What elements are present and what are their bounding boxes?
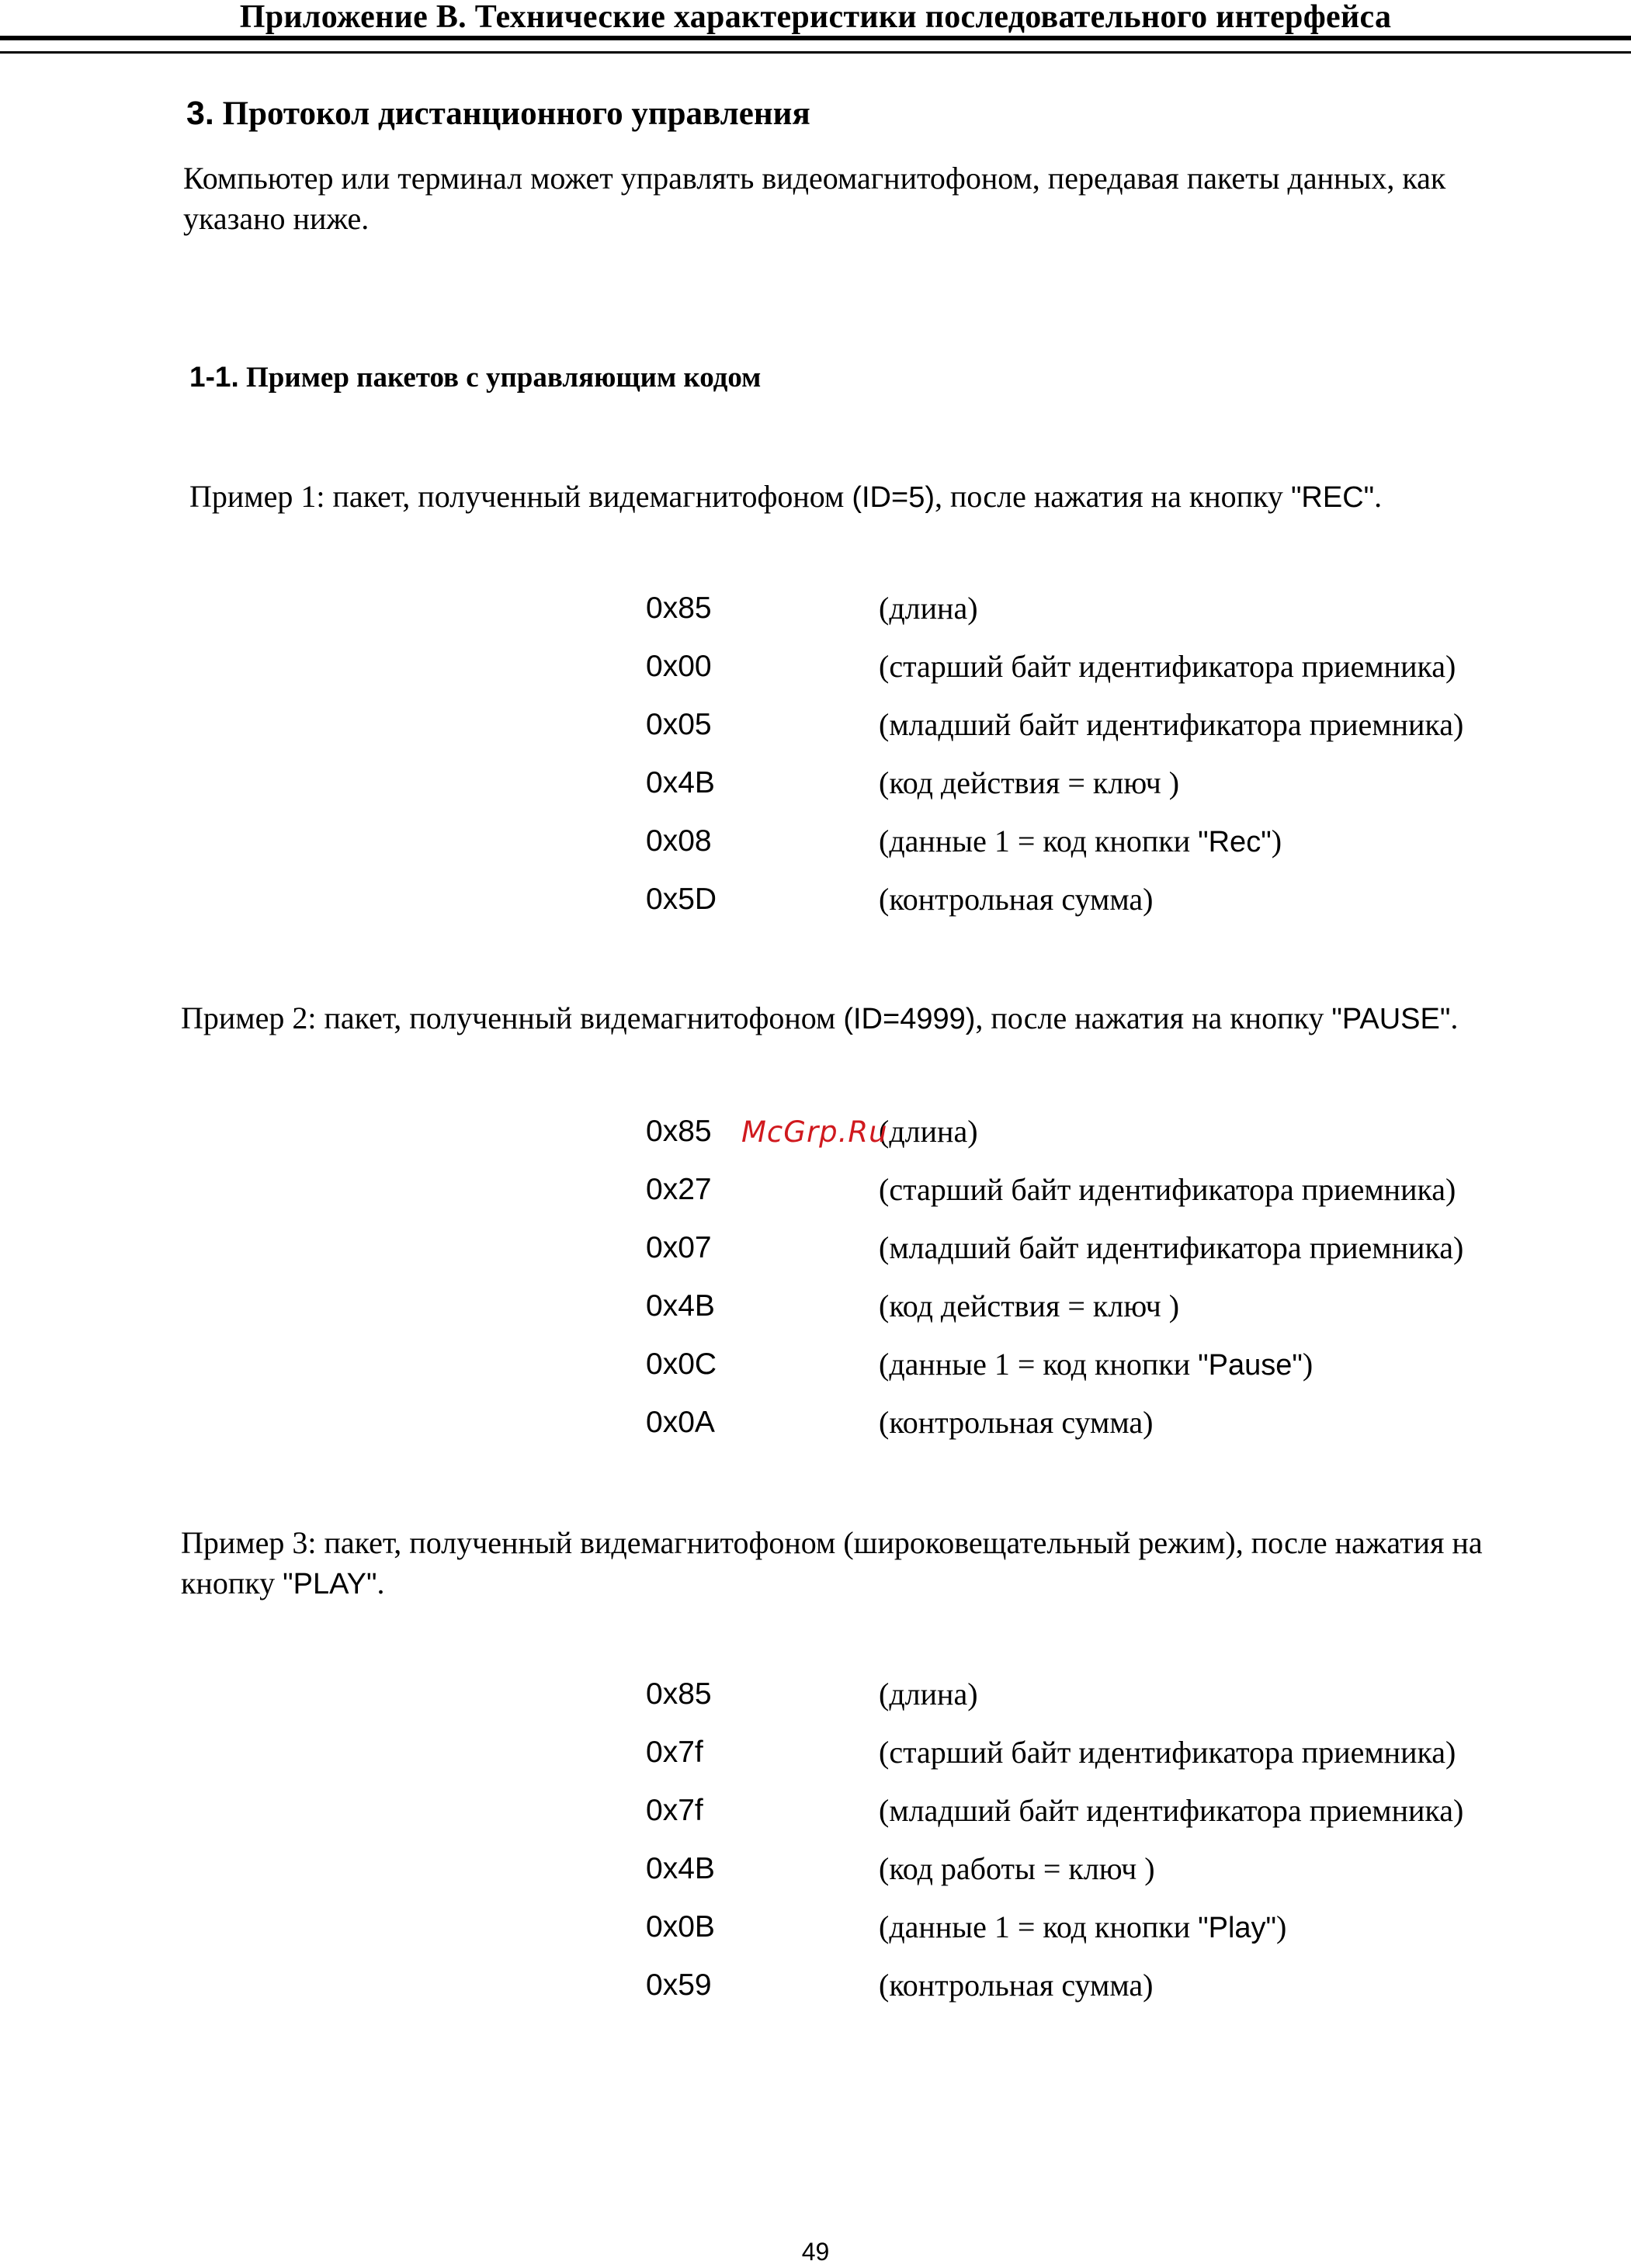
byte-description: (данные 1 = код кнопки "Play") — [879, 1909, 1287, 1944]
byte-description: (старший байт идентификатора приемника) — [879, 1735, 1456, 1770]
byte-code: 0x7f — [646, 1736, 703, 1769]
packet-row — [646, 647, 1577, 705]
byte-description: (данные 1 = код кнопки "Pause") — [879, 1347, 1313, 1382]
byte-description: (старший байт идентификатора приемника) — [879, 649, 1456, 684]
packet-row — [646, 1228, 1577, 1286]
subsection-title — [189, 361, 761, 394]
packet-row — [646, 1674, 1577, 1732]
example-2-caption: Пример 2: пакет, полученный видемагнитофоном (ID=4999), после нажатия на кнопку "PAUSE". — [181, 1000, 1459, 1035]
packet-row — [646, 1170, 1577, 1228]
section-intro: Компьютер или терминал может управлять видеомагнитофоном, передавая пакеты данных, как указано ниже. — [183, 161, 1446, 236]
byte-description: (данные 1 = код кнопки "Rec") — [879, 824, 1282, 858]
packet-row — [646, 1344, 1577, 1403]
byte-description: (старший байт идентификатора приемника) — [879, 1172, 1456, 1207]
section-title-text: Протокол дистанционного управления — [222, 95, 810, 132]
header-rule-thick — [0, 36, 1631, 40]
byte-description: (длина) — [879, 591, 978, 626]
byte-code: 0x7f — [646, 1794, 703, 1827]
byte-description: (контрольная сумма) — [879, 1968, 1154, 2003]
byte-code: 0x0A — [646, 1406, 715, 1439]
byte-code: 0x85 — [646, 1677, 712, 1711]
section-title — [186, 95, 810, 133]
byte-code: 0x85 — [646, 1115, 712, 1148]
packet-row — [646, 1732, 1577, 1791]
byte-description: (контрольная сумма) — [879, 1405, 1154, 1440]
example-2-packet — [646, 1111, 1577, 1461]
packet-row — [646, 763, 1577, 821]
byte-code: 0x4B — [646, 1852, 715, 1885]
packet-row — [646, 879, 1577, 938]
packet-row — [646, 1403, 1577, 1461]
packet-row — [646, 821, 1577, 879]
byte-description: (код работы = ключ ) — [879, 1851, 1155, 1886]
byte-code: 0x08 — [646, 824, 712, 858]
example-3-packet — [646, 1674, 1577, 2024]
watermark: McGrp.Ru — [741, 1115, 888, 1149]
byte-code: 0x05 — [646, 708, 712, 741]
byte-code: 0x4B — [646, 766, 715, 799]
header-rule-thin — [0, 51, 1631, 54]
byte-description: (младший байт идентификатора приемника) — [879, 707, 1464, 742]
byte-description: (длина) — [879, 1114, 978, 1149]
byte-code: 0x0C — [646, 1347, 717, 1381]
byte-code: 0x4B — [646, 1289, 715, 1323]
byte-description: (контрольная сумма) — [879, 882, 1154, 917]
example-3-caption: Пример 3: пакет, полученный видемагнитофоном (широковещательный режим), после нажатия на кнопку "PLAY". — [181, 1525, 1483, 1600]
packet-row — [646, 1791, 1577, 1849]
page-header: Приложение В. Технические характеристики последовательного интерфейса — [239, 0, 1392, 35]
example-1-packet — [646, 588, 1577, 938]
byte-code: 0x27 — [646, 1173, 712, 1206]
byte-code: 0x59 — [646, 1968, 712, 2002]
byte-code: 0x85 — [646, 591, 712, 625]
packet-row — [646, 705, 1577, 763]
page-number: 49 — [801, 2238, 830, 2266]
subsection-title-text: Пример пакетов с управляющим кодом — [246, 362, 762, 394]
byte-description: (младший байт идентификатора приемника) — [879, 1230, 1464, 1265]
packet-row — [646, 1907, 1577, 1965]
byte-code: 0x00 — [646, 650, 712, 683]
byte-code: 0x5D — [646, 883, 717, 916]
byte-code: 0x0B — [646, 1910, 715, 1944]
subsection-number: 1-1. — [189, 361, 239, 393]
byte-description: (код действия = ключ ) — [879, 1288, 1180, 1323]
section-number: 3. — [186, 95, 214, 132]
byte-description: (код действия = ключ ) — [879, 765, 1180, 800]
byte-description: (младший байт идентификатора приемника) — [879, 1793, 1464, 1828]
byte-code: 0x07 — [646, 1231, 712, 1264]
byte-description: (длина) — [879, 1677, 978, 1711]
packet-row — [646, 1286, 1577, 1344]
packet-row — [646, 588, 1577, 647]
packet-row — [646, 1849, 1577, 1907]
example-1-caption: Пример 1: пакет, полученный видемагнитофоном (ID=5), после нажатия на кнопку "REC". — [189, 479, 1383, 514]
packet-row — [646, 1965, 1577, 2024]
